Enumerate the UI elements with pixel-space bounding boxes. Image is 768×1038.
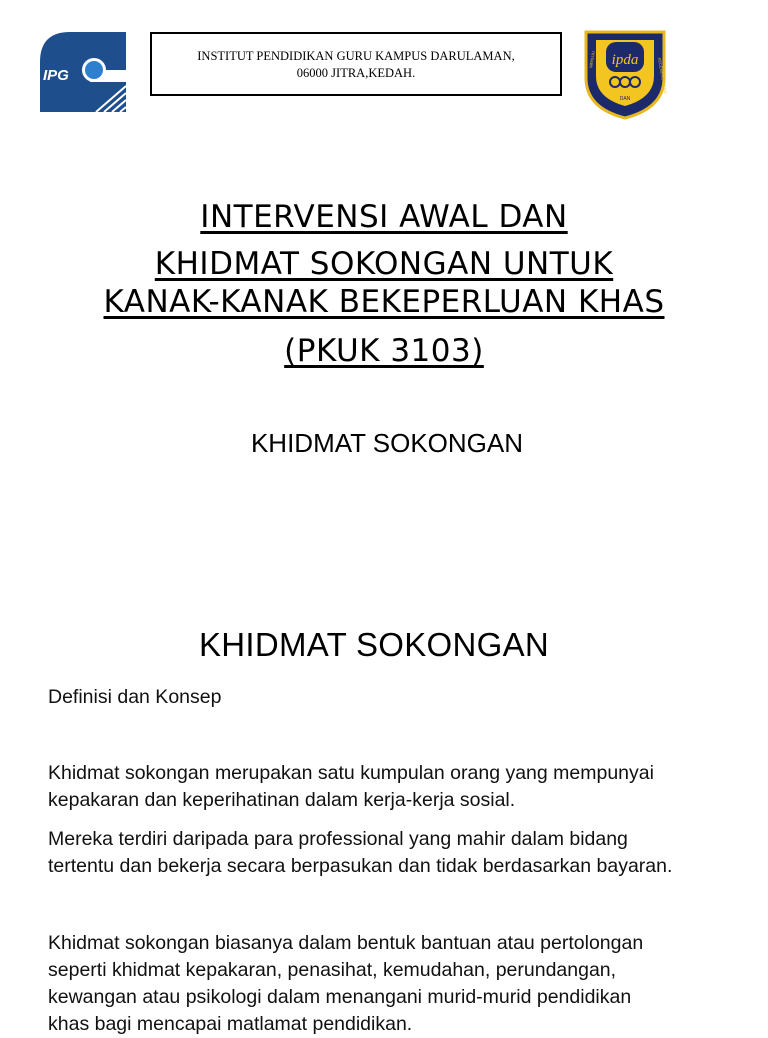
crest-graphic [582,28,668,120]
institution-address: 06000 JITRA,KEDAH. [296,66,416,80]
svg-text:KECEMERLANGAN: KECEMERLANGAN [657,57,668,94]
svg-text:ipda: ipda [611,52,639,68]
title-line-3: KANAK-KANAK BEKEPERLUAN KHAS [103,284,665,320]
paragraph-line: seperti khidmat kepakaran, penasihat, kemudahan, perundangan, [48,959,617,981]
paragraph-2 [48,826,748,880]
paragraph-line: kewangan atau psikologi dalam menangani murid-murid pendidikan [48,986,632,1008]
title-line-2: KHIDMAT SOKONGAN UNTUK [154,246,614,282]
paragraph-line: Mereka terdiri daripada para professional yang mahir dalam bidang [48,828,628,850]
section-subheading: Definisi dan Konsep [48,686,222,708]
svg-text:IPG: IPG [43,67,69,84]
paragraph-line: tertentu dan bekerja secara berpasukan dan tidak berdasarkan bayaran. [48,855,673,877]
subtitle: KHIDMAT SOKONGAN [250,428,524,458]
ipda-crest-logo [582,28,668,120]
section-heading: KHIDMAT SOKONGAN [198,626,550,663]
paragraph-1 [48,760,748,814]
paragraph-line: Khidmat sokongan biasanya dalam bentuk bantuan atau pertolongan [48,932,644,954]
paragraph-line: kepakaran dan keperihatinan dalam kerja-kerja sosial. [48,789,516,811]
paragraph-line: khas bagi mencapai matlamat pendidikan. [48,1013,413,1035]
svg-text:MENUJU: MENUJU [588,50,596,69]
ipg-logo [40,32,128,112]
institution-name: INSTITUT PENDIDIKAN GURU KAMPUS DARULAMAN, [197,49,515,63]
ipg-logo-graphic [40,32,128,112]
paragraph-3 [48,930,748,1038]
title-line-1: INTERVENSI AWAL DAN [200,199,568,235]
institution-header [150,32,562,96]
course-code: (PKUK 3103) [284,333,484,369]
paragraph-line: Khidmat sokongan merupakan satu kumpulan orang yang mempunyai [48,762,654,784]
svg-text:DAN: DAN [619,96,631,102]
